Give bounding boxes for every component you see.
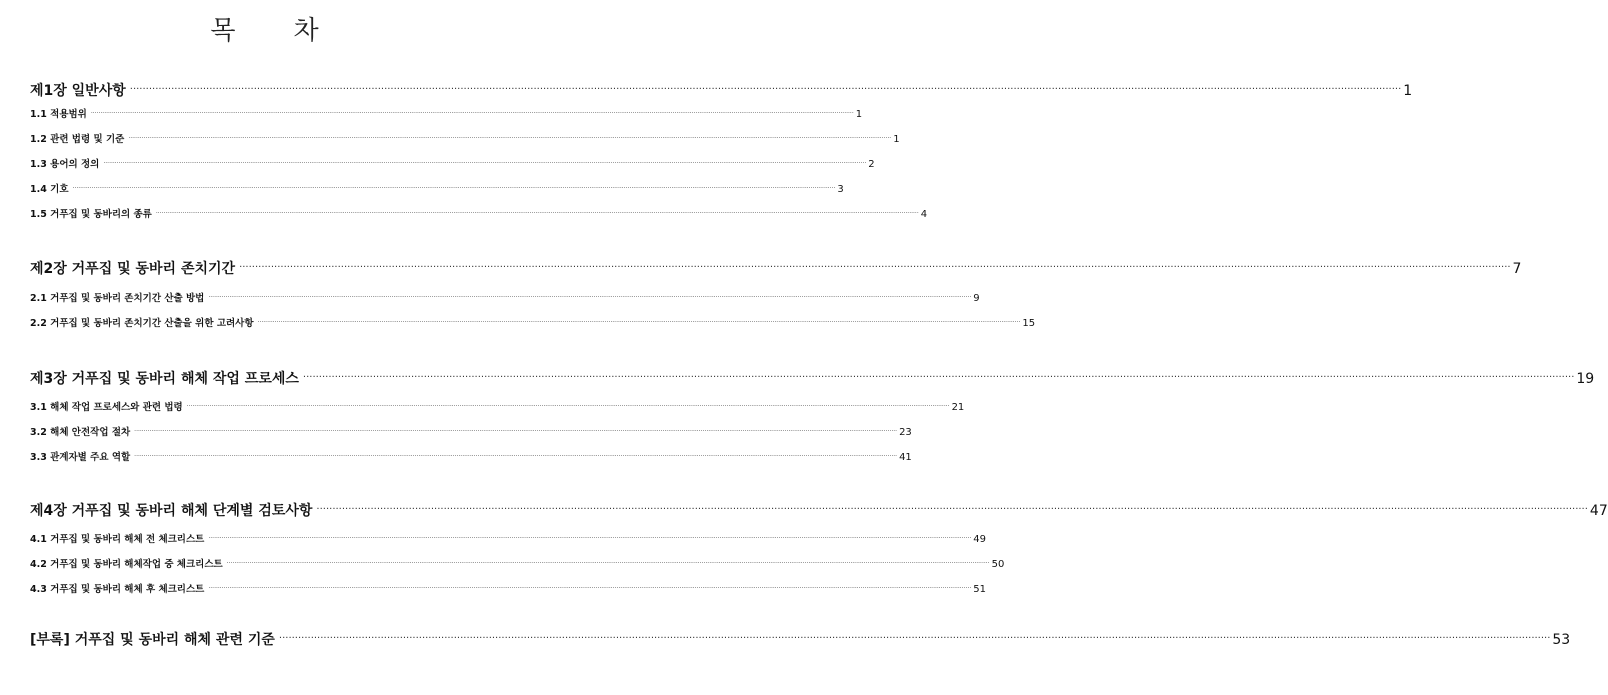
toc-section-1-2[interactable] <box>30 131 900 145</box>
page-number: 19 <box>1576 371 1595 387</box>
page-number: 15 <box>1022 318 1036 329</box>
toc-section-2-2[interactable] <box>30 315 1036 329</box>
toc-section-3-1[interactable] <box>30 399 965 413</box>
section-title: 4.1 거푸집 및 동바리 해체 전 체크리스트 <box>30 534 205 545</box>
chapter-title: 제4장 거푸집 및 동바리 해체 단계별 검토사항 <box>30 503 313 519</box>
page-title <box>0 10 529 47</box>
page-number: 50 <box>991 559 1005 570</box>
page-number: 1 <box>1403 83 1413 99</box>
page-number: 23 <box>899 427 912 438</box>
page-number: 2 <box>868 159 875 170</box>
toc-section-1-3[interactable] <box>30 156 875 170</box>
toc-appendix[interactable] <box>30 629 1571 648</box>
dot-leader: ················································································································································································································································································································································································································ <box>186 403 950 410</box>
section-title: 1.1 적용범위 <box>30 109 87 120</box>
page-number: 41 <box>899 452 912 463</box>
toc-section-3-3[interactable] <box>30 449 912 463</box>
page-number: 53 <box>1552 632 1571 648</box>
toc-section-2-1[interactable] <box>30 290 980 304</box>
page-number: 51 <box>973 584 986 595</box>
section-title: 1.5 거푸집 및 동바리의 종류 <box>30 209 152 220</box>
toc-chapter-4[interactable] <box>30 500 1608 519</box>
section-title: 1.3 용어의 정의 <box>30 159 100 170</box>
dot-leader: ················································································································································································································································································································································································································ <box>90 110 854 117</box>
title-char-2: 차 <box>293 16 319 46</box>
page-number: 9 <box>973 293 980 304</box>
section-title: 3.3 관계자별 주요 역할 <box>30 452 131 463</box>
dot-leader: ················································································································································································································································································································································································································ <box>278 633 1551 644</box>
section-title: 1.4 기호 <box>30 184 69 195</box>
section-title: 2.2 거푸집 및 동바리 존치기간 산출을 위한 고려사항 <box>30 318 254 329</box>
page-number: 49 <box>973 534 986 545</box>
dot-leader: ················································································································································································································································································································································································································ <box>134 453 898 460</box>
page-number: 7 <box>1512 261 1522 277</box>
page-number: 47 <box>1589 503 1608 519</box>
page-number: 21 <box>951 402 965 413</box>
chapter-title: [부록] 거푸집 및 동바리 해체 관련 기준 <box>30 632 275 648</box>
toc-section-1-4[interactable] <box>30 181 844 195</box>
dot-leader: ················································································································································································································································································································································································································ <box>103 160 867 167</box>
dot-leader: ················································································································································································································································································································································································································ <box>208 294 972 301</box>
toc-section-4-2[interactable] <box>30 556 1005 570</box>
section-title: 3.1 해체 작업 프로세스와 관련 법령 <box>30 402 183 413</box>
dot-leader: ················································································································································································································································································································································································································ <box>128 135 892 142</box>
toc-section-3-2[interactable] <box>30 424 912 438</box>
section-title: 2.1 거푸집 및 동바리 존치기간 산출 방법 <box>30 293 205 304</box>
toc-section-4-1[interactable] <box>30 531 986 545</box>
page-number: 1 <box>855 109 863 120</box>
dot-leader: ················································································································································································································································································································································································································ <box>134 428 898 435</box>
dot-leader: ················································································································································································································································································································································································································ <box>316 504 1588 515</box>
chapter-title: 제1장 일반사항 <box>30 83 126 99</box>
dot-leader: ················································································································································································································································································································································································································ <box>226 560 990 567</box>
toc-section-4-3[interactable] <box>30 581 986 595</box>
toc-section-1-5[interactable] <box>30 206 928 220</box>
section-title: 4.3 거푸집 및 동바리 해체 후 체크리스트 <box>30 584 205 595</box>
toc-chapter-2[interactable] <box>30 258 1522 277</box>
page-number: 3 <box>837 184 844 195</box>
dot-leader: ················································································································································································································································································································································································································ <box>208 585 972 592</box>
dot-leader: ················································································································································································································································································································································································································ <box>72 185 836 192</box>
section-title: 1.2 관련 법령 및 기준 <box>30 134 125 145</box>
section-title: 4.2 거푸집 및 동바리 해체작업 중 체크리스트 <box>30 559 223 570</box>
page-number: 1 <box>893 134 900 145</box>
toc-section-1-1[interactable] <box>30 106 863 120</box>
chapter-title: 제3장 거푸집 및 동바리 해체 작업 프로세스 <box>30 371 299 387</box>
section-title: 3.2 해체 안전작업 절차 <box>30 427 131 438</box>
toc-chapter-3[interactable] <box>30 368 1595 387</box>
chapter-title: 제2장 거푸집 및 동바리 존치기간 <box>30 261 236 277</box>
dot-leader: ················································································································································································································································································································································································································ <box>129 84 1402 95</box>
dot-leader: ················································································································································································································································································································································································································ <box>239 262 1511 273</box>
dot-leader: ················································································································································································································································································································································································································ <box>155 210 919 217</box>
page-number: 4 <box>920 209 928 220</box>
dot-leader: ················································································································································································································································································································································································································ <box>257 319 1021 326</box>
title-char-1: 목 <box>210 16 236 46</box>
dot-leader: ················································································································································································································································································································································································································ <box>302 372 1575 383</box>
toc-chapter-1[interactable] <box>30 80 1413 99</box>
dot-leader: ················································································································································································································································································································································································································ <box>208 535 972 542</box>
